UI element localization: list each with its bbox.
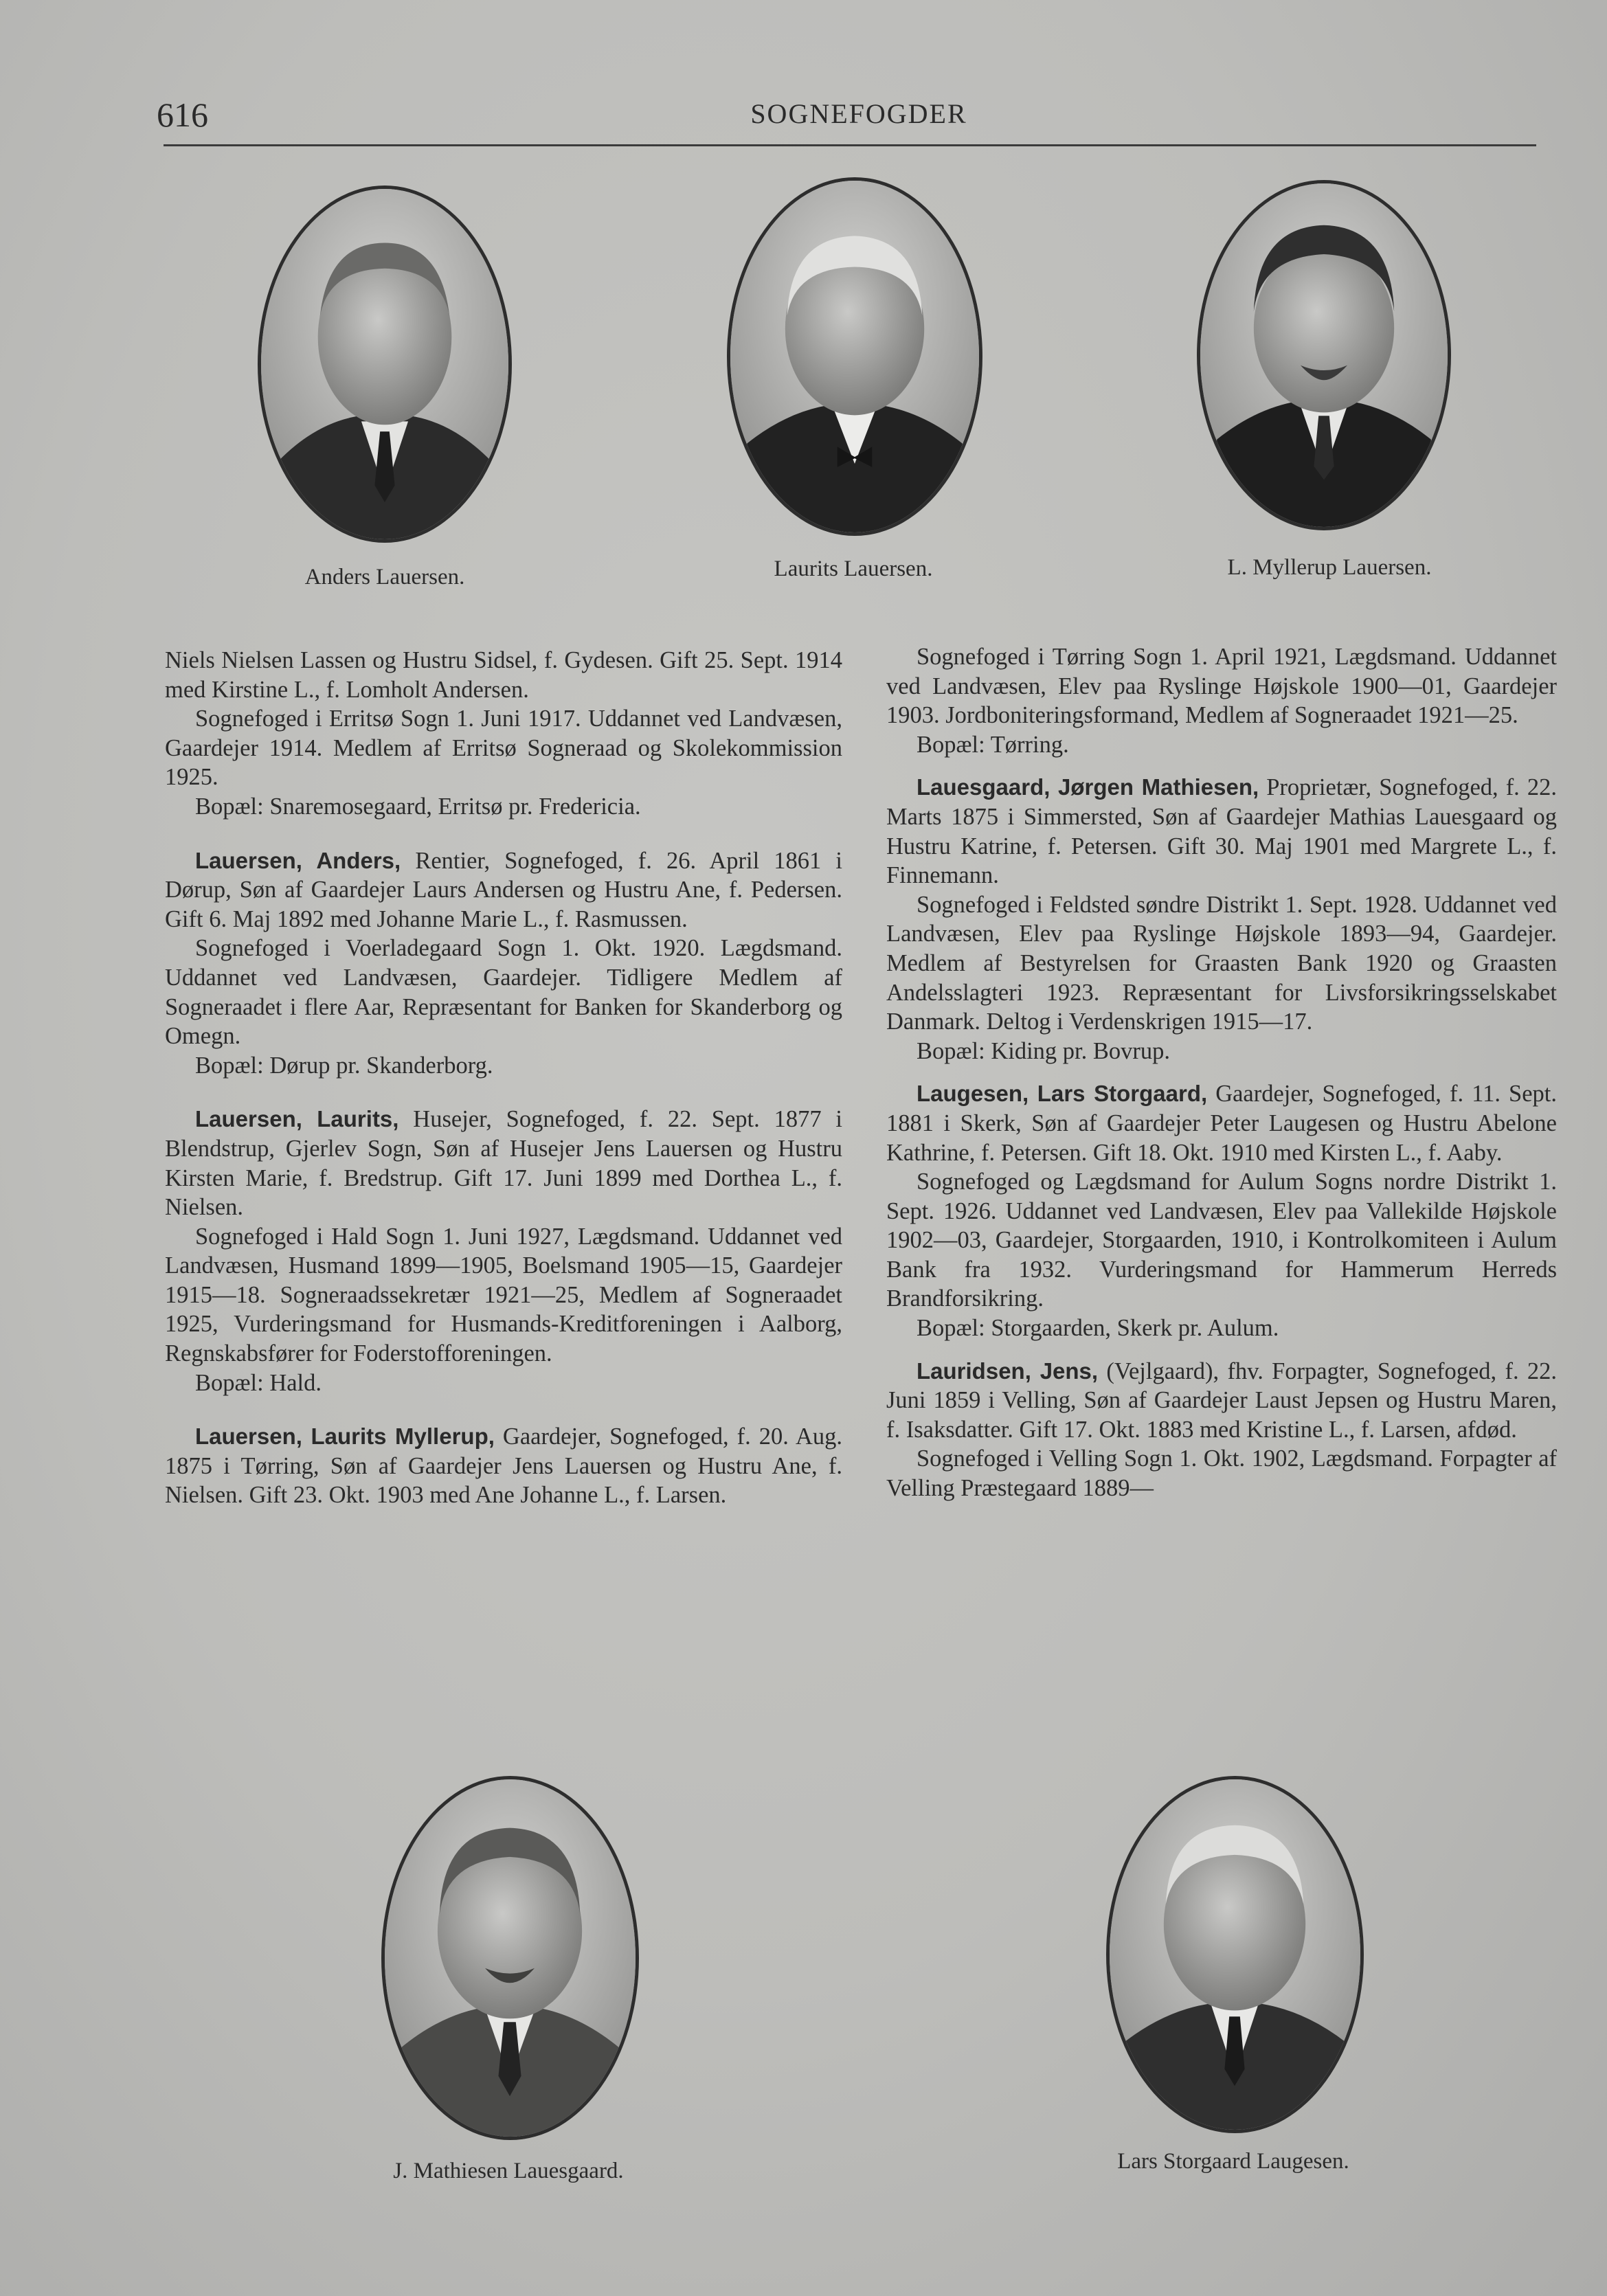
paragraph: Sognefoged i Voerladegaard Sogn 1. Okt. 1920. Lægdsmand. Uddannet ved Landvæsen, Gaardejer. Tidligere Medlem af Sogneraadet i flere Aar, Repræsentant for Banken for Skanderborg og Omegn. (165, 935, 842, 1050)
page-title: SOGNEFOGDER (750, 98, 967, 129)
paragraph: Bopæl: Tørring. (917, 731, 1069, 758)
entry-name: Lauersen, Anders, (195, 847, 401, 873)
paragraph: Bopæl: Kiding pr. Bovrup. (917, 1037, 1170, 1064)
caption-l-myllerup-lauersen: L. Myllerup Lauersen. (1227, 555, 1432, 580)
paragraph: Niels Nielsen Lassen og Hustru Sidsel, f. Gydesen. Gift 25. Sept. 1914 med Kirstine L., f. Lomholt Andersen. (165, 647, 842, 703)
portrait-laurits-lauersen (727, 177, 982, 536)
portrait-l-myllerup-lauersen (1197, 180, 1451, 530)
caption-laurits-lauersen: Laurits Lauersen. (774, 556, 933, 581)
entry-name: Laugesen, Lars Storgaard, (917, 1081, 1208, 1107)
paragraph: Sognefoged i Erritsø Sogn 1. Juni 1917. Uddannet ved Landvæsen, Gaardejer 1914. Medlem af Erritsø Sogneraad og Skolekommission 1925. (165, 706, 842, 791)
entry-jorgen-mathiesen-lauesgaard: Lauesgaard, Jørgen Mathiesen, Proprietær, Sognefoged, f. 22. Marts 1875 i Simmersted, Søn af Gaardejer Mathias Lauesgaard og Hustru Katrine, f. Petersen. Gift 30. Maj 1901 med Margrete L., f. Finnemann. (886, 774, 1557, 889)
paragraph: Bopæl: Hald. (195, 1369, 322, 1396)
entry-name: Lauersen, Laurits, (195, 1106, 399, 1132)
paragraph: Sognefoged og Lægdsmand for Aulum Sogns nordre Distrikt 1. Sept. 1926. Uddannet ved Landvæsen, Elev paa Vallekilde Højskole 1902—03, Gaardejer, Storgaarden, 1910, i Kontrolkomiteen i Aulum Bank fra 1932. Vurderingsmand for Hammerum Herreds Brandforsikring. (886, 1169, 1557, 1312)
entry-name: Lauesgaard, Jørgen Mathiesen, (917, 774, 1259, 800)
paragraph: Bopæl: Snaremosegaard, Erritsø pr. Fredericia. (195, 793, 641, 820)
page-number: 616 (157, 95, 208, 134)
paragraph: Sognefoged i Feldsted søndre Distrikt 1. Sept. 1928. Uddannet ved Landvæsen, Elev paa Ryslinge Højskole 1893—94, Gaardejer. Medlem af Bestyrelsen for Graasten Bank 1920 og Graasten Andelsslagteri 1923. Repræsentant for Livsforsikringsselskabet Danmark. Deltog i Verdenskrigen 1915—17. (886, 891, 1557, 1035)
paragraph: Bopæl: Storgaarden, Skerk pr. Aulum. (917, 1315, 1279, 1342)
paragraph: Sognefoged i Velling Sogn 1. Okt. 1902, Lægdsmand. Forpagter af Velling Præstegaard 1889— (886, 1445, 1557, 1502)
header-rule (164, 144, 1536, 146)
entry-anders-lauersen: Lauersen, Anders, Rentier, Sognefoged, f. 26. April 1861 i Dørup, Søn af Gaardejer Laurs Andersen og Hustru Ane, f. Pedersen. Gift 6. Maj 1892 med Johanne Marie L., f. Rasmussen. (165, 847, 842, 932)
left-text-column (165, 646, 842, 1510)
entry-jens-lauridsen: Lauridsen, Jens, (Vejlgaard), fhv. Forpagter, Sognefoged, f. 22. Juni 1859 i Velling, Søn af Gaardejer Laust Jepsen og Hustru Maren, f. Isaksdatter. Gift 17. Okt. 1883 med Kristine L., f. Larsen, afdød. (886, 1358, 1557, 1443)
caption-anders-lauersen: Anders Lauersen. (304, 565, 465, 589)
right-text-column (886, 642, 1557, 1503)
caption-j-mathiesen-lauesgaard: J. Mathiesen Lauesgaard. (393, 2159, 624, 2183)
paragraph: Sognefoged i Hald Sogn 1. Juni 1927, Lægdsmand. Uddannet ved Landvæsen, Husmand 1899—1905, Boelsmand 1905—15, Gaardejer 1915—18. Sogneraadssekretær 1921—25, Medlem af Sogneraadet 1925, Vurderingsmand for Husmands-Kreditforeningen i Aalborg, Regnskabsfører for Foderstofforeningen. (165, 1223, 842, 1367)
portrait-j-mathiesen-lauesgaard (381, 1776, 639, 2140)
paragraph: Sognefoged i Tørring Sogn 1. April 1921, Lægdsmand. Uddannet ved Landvæsen, Elev paa Ryslinge Højskole 1900—01, Gaardejer 1903. Jordboniteringsformand, Medlem af Sogneraadet 1921—25. (886, 644, 1557, 729)
caption-lars-storgaard-laugesen: Lars Storgaard Laugesen. (1117, 2149, 1349, 2174)
entry-name: Lauersen, Laurits Myllerup, (195, 1423, 495, 1450)
entry-name: Lauridsen, Jens, (917, 1358, 1099, 1384)
entry-lars-storgaard-laugesen: Laugesen, Lars Storgaard, Gaardejer, Sognefoged, f. 11. Sept. 1881 i Skerk, Søn af Gaardejer Peter Laugesen og Hustru Abelone Kathrine, f. Petersen. Gift 18. Okt. 1910 med Kirsten L., f. Aaby. (886, 1081, 1557, 1166)
portrait-anders-lauersen (258, 185, 512, 543)
entry-laurits-myllerup-lauersen: Lauersen, Laurits Myllerup, Gaardejer, Sognefoged, f. 20. Aug. 1875 i Tørring, Søn af Gaardejer Jens Lauersen og Hustru Ane, f. Nielsen. Gift 23. Okt. 1903 med Ane Johanne L., f. Larsen. (165, 1423, 842, 1509)
portrait-lars-storgaard-laugesen (1106, 1776, 1364, 2133)
entry-laurits-lauersen: Lauersen, Laurits, Husejer, Sognefoged, f. 22. Sept. 1877 i Blendstrup, Gjerlev Sogn, Søn af Husejer Jens Lauersen og Hustru Kirsten Marie, f. Bredstrup. Gift 17. Juni 1899 med Dorthea L., f. Nielsen. (165, 1106, 842, 1221)
paragraph: Bopæl: Dørup pr. Skanderborg. (195, 1052, 493, 1079)
